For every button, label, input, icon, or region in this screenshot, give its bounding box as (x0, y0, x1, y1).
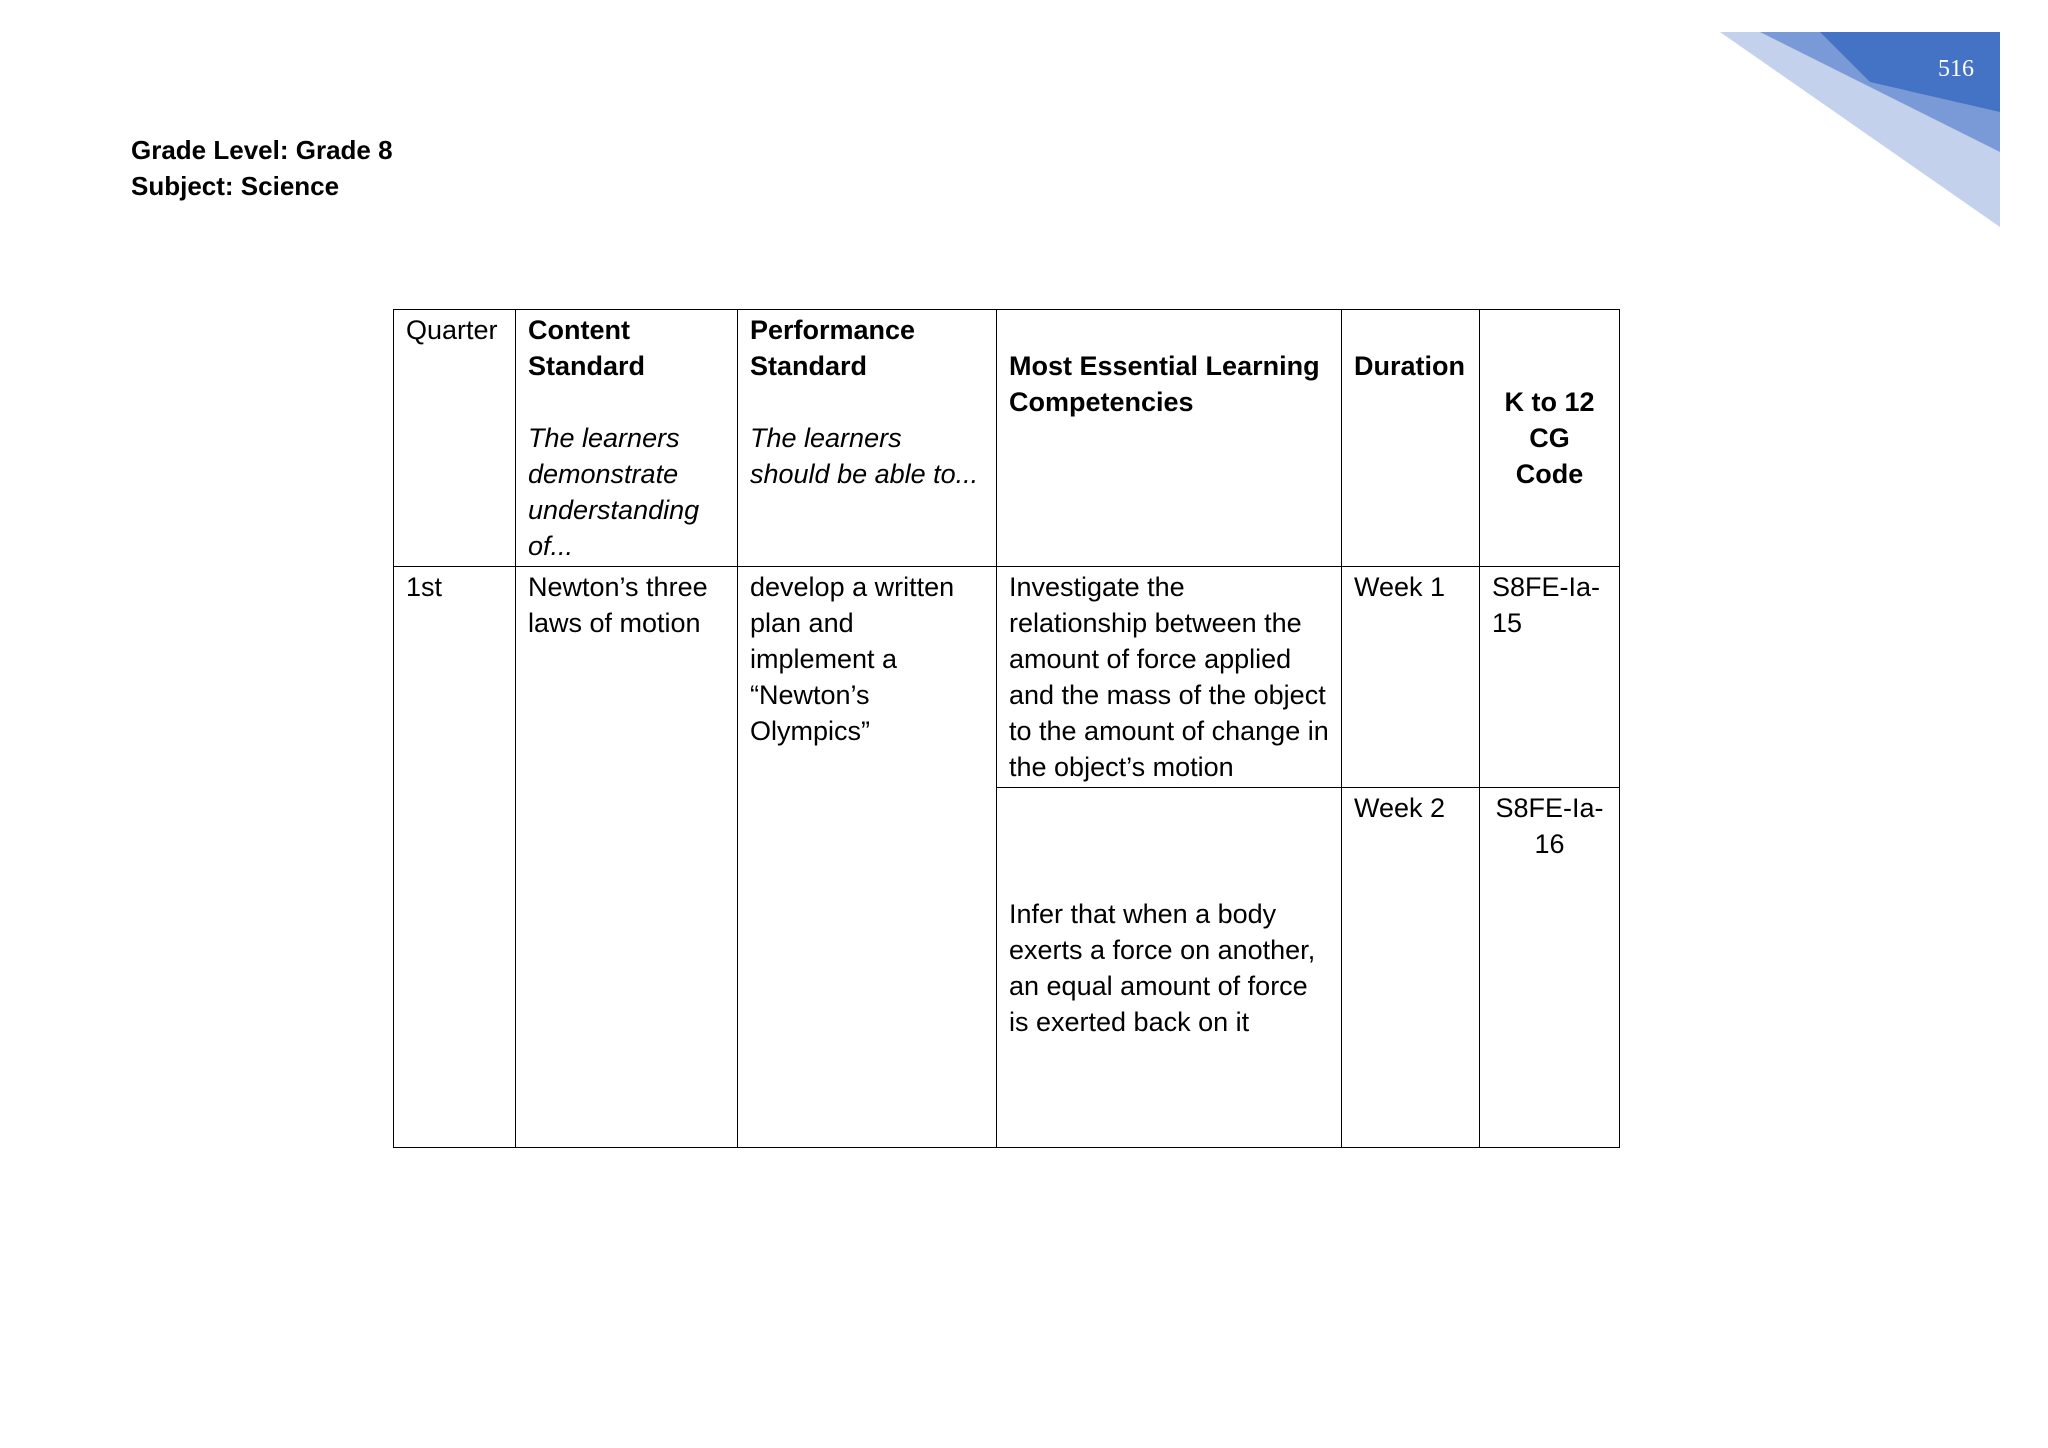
grade-level: Grade Level: Grade 8 (131, 135, 393, 165)
table-header-row (394, 310, 1620, 567)
header-code-label: K to 12 CG Code (1504, 387, 1595, 489)
header-duration (1342, 310, 1480, 567)
table-row (394, 567, 1620, 788)
header-performance-standard-label: Performance Standard (750, 315, 916, 381)
cell-quarter: 1st (394, 567, 516, 1148)
cell-performance-standard: develop a written plan and implement a “Newton’s Olympics” (738, 567, 997, 1148)
cell-melc: Infer that when a body exerts a force on another, an equal amount of force is exerted back on it (997, 788, 1342, 1148)
header-content-standard-label: Content Standard (528, 315, 646, 381)
header-melc (997, 310, 1342, 567)
header-performance-standard (738, 310, 997, 567)
header-performance-standard-note: The learners should be able to... (750, 423, 979, 489)
page-number: 516 (1938, 56, 1974, 82)
cell-duration: Week 1 (1342, 567, 1480, 788)
header-quarter: Quarter (394, 310, 516, 567)
header-melc-label: Most Essential Learning Competencies (1009, 351, 1320, 417)
cell-code: S8FE-Ia-15 (1480, 567, 1620, 788)
document-meta (131, 132, 393, 204)
curriculum-table (393, 309, 1620, 1148)
header-content-standard-note: The learners demonstrate understanding of... (528, 423, 700, 561)
cell-melc: Investigate the relationship between the amount of force applied and the mass of the object to the amount of change in the object’s motion (997, 567, 1342, 788)
cell-code: S8FE-Ia-16 (1480, 788, 1620, 1148)
header-code (1480, 310, 1620, 567)
header-content-standard (516, 310, 738, 567)
header-duration-label: Duration (1354, 351, 1465, 381)
cell-duration: Week 2 (1342, 788, 1480, 1148)
cell-content-standard: Newton’s three laws of motion (516, 567, 738, 1148)
subject: Subject: Science (131, 171, 340, 201)
